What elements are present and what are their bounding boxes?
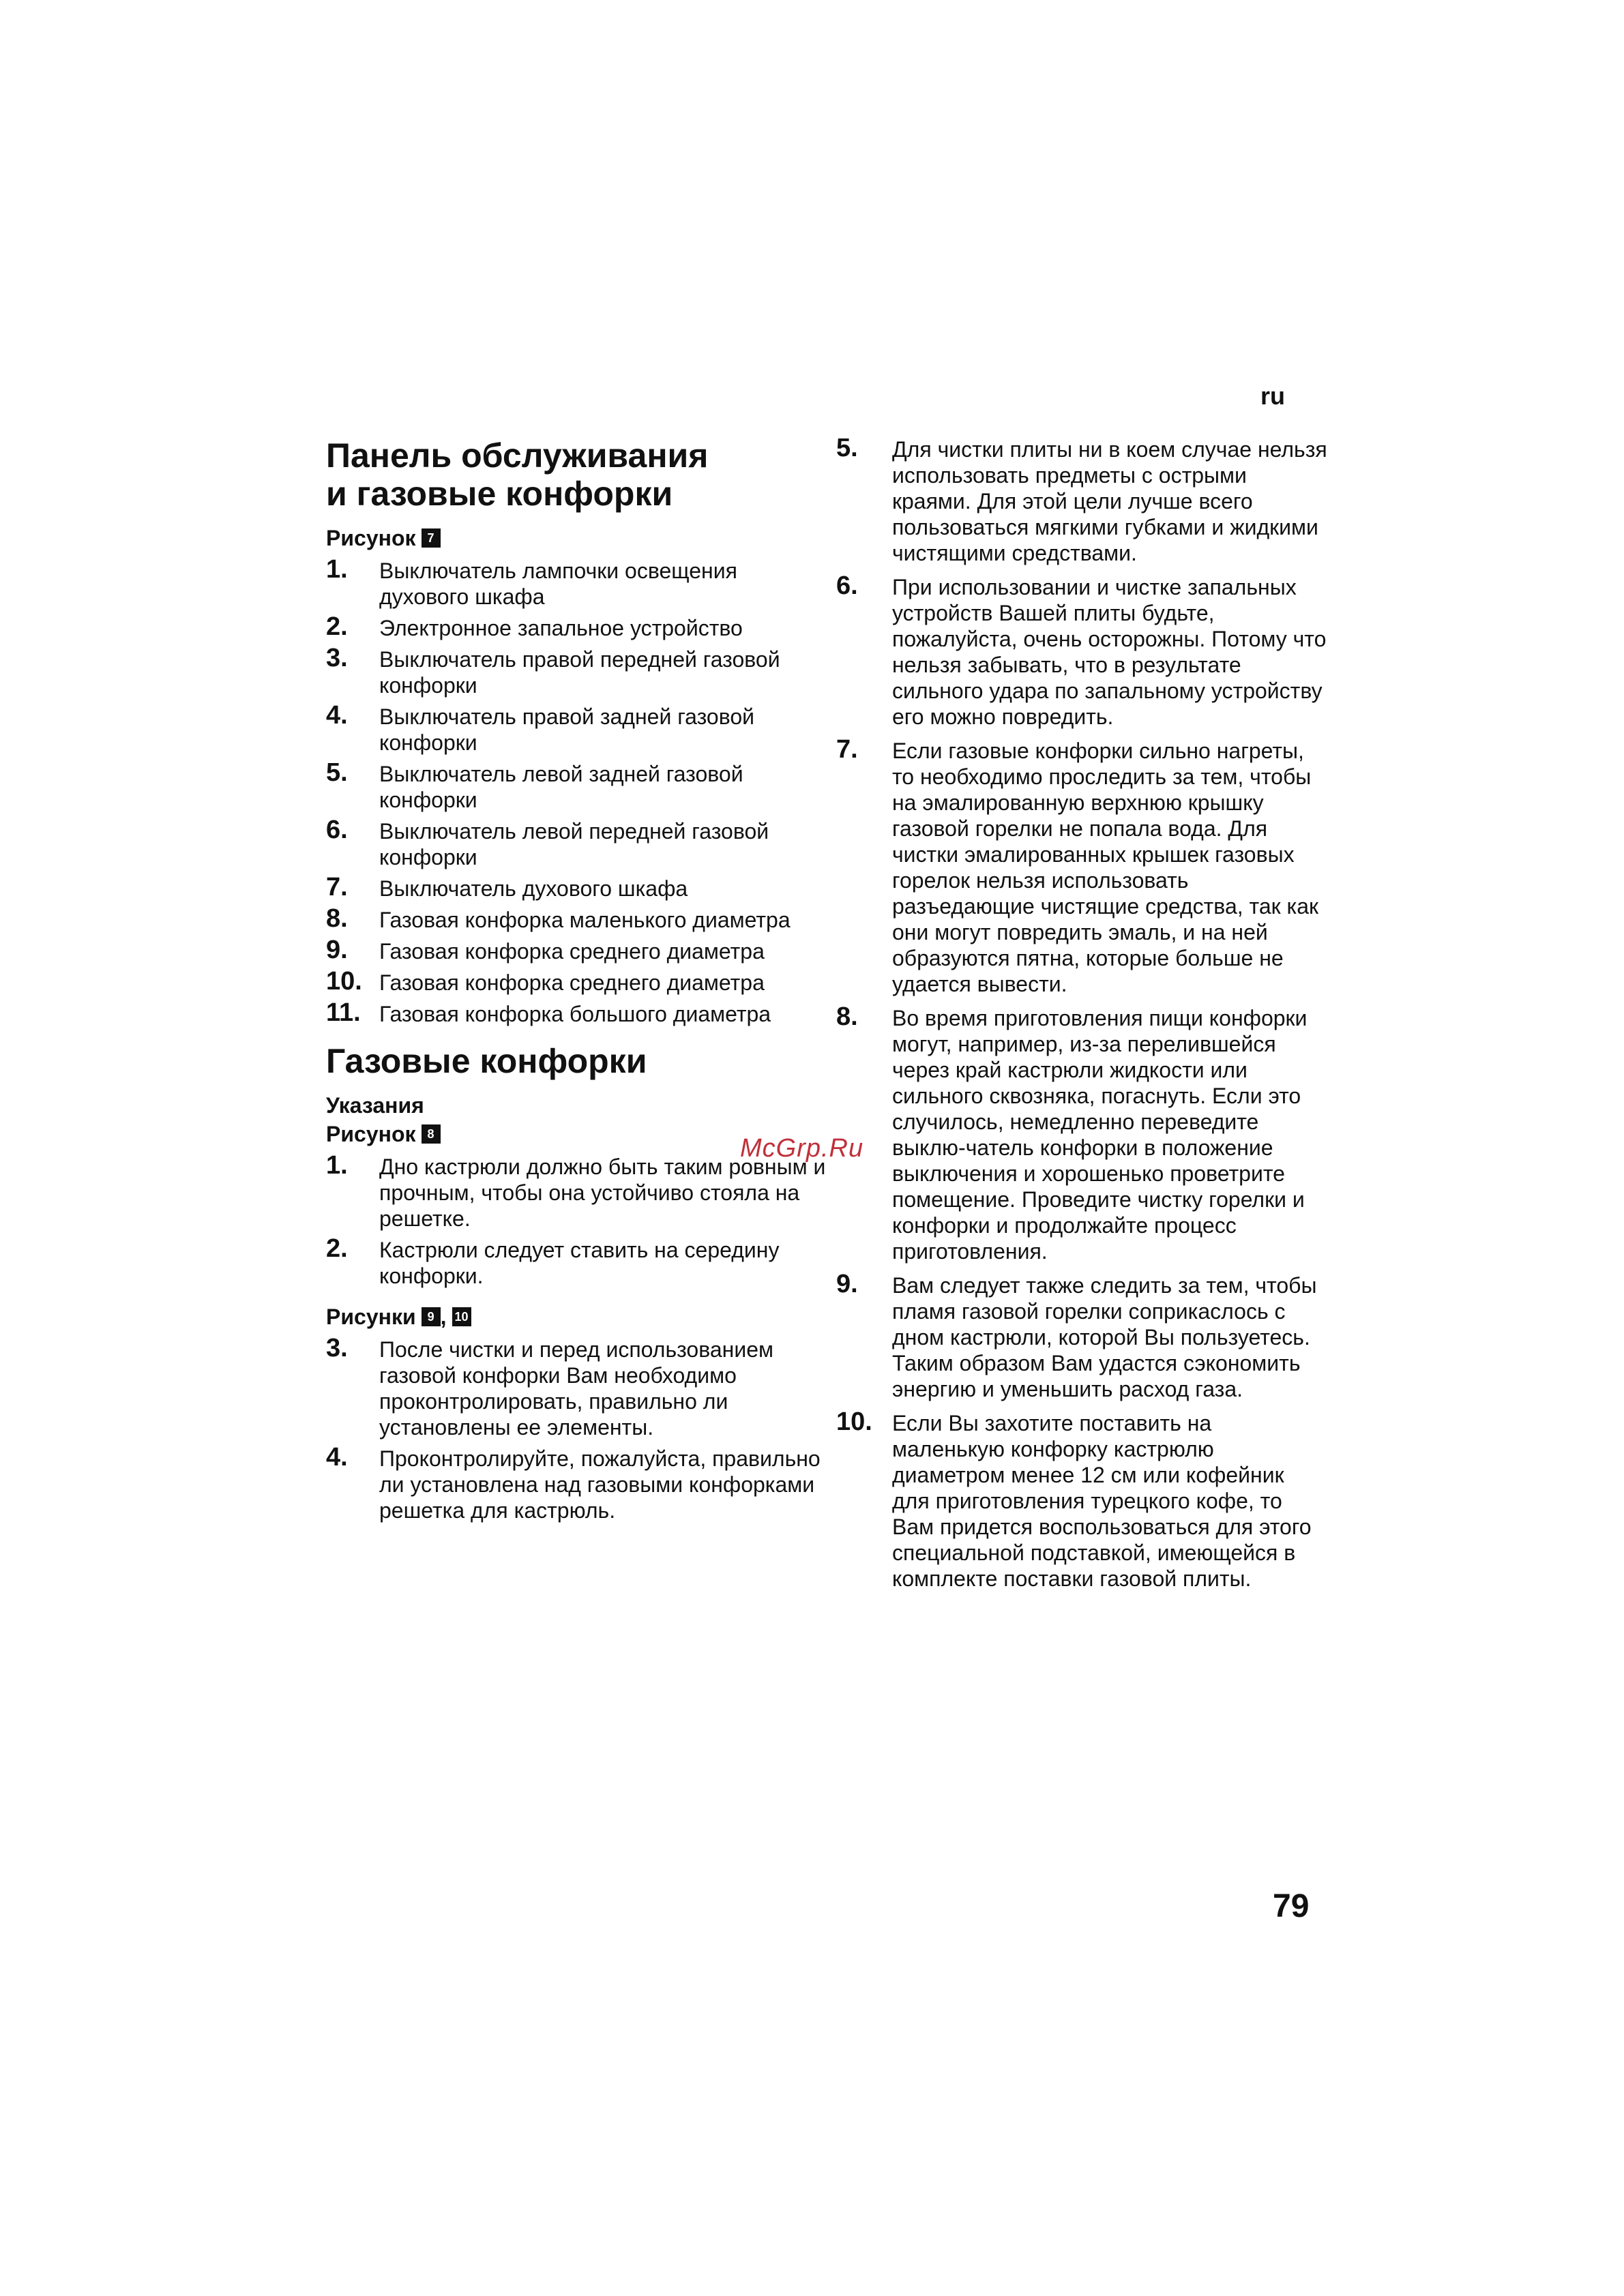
figure-number-badge: 7 [422,528,441,548]
item-number: 2. [326,1234,348,1263]
item-number: 8. [836,1002,858,1031]
right-column [836,436,1327,1607]
watermark: McGrp.Ru [740,1134,864,1163]
item-text: Вам следует также следить за тем, чтобы пламя газовой горелки соприкаслось с дном кастрюли, которой Вы пользуетесь. Таким образом Вам удастся сэкономить энергию и уменьшить расход газа. [892,1273,1317,1401]
notes-list-b [326,1334,827,1523]
list-item [326,818,827,870]
item-text: Выключатель правой задней газовой конфорки [379,704,755,755]
figure-number-badge: 8 [422,1124,441,1144]
section-title-gas-burners: Газовые конфорки [326,1042,647,1080]
figure-number-badge: 9 [422,1307,441,1326]
list-item [326,967,827,996]
item-number: 3. [326,1334,348,1362]
list-item [836,1407,1327,1592]
control-panel-list [326,555,827,1027]
list-item [326,701,827,756]
list-item [326,758,827,813]
figure-label-text: Рисунок [326,1122,416,1146]
item-number: 10. [326,967,362,996]
item-text: Если Вы захотите поставить на маленькую конфорку кастрюлю диаметром менее 12 см или кофейник для приготовления турецкого кофе, то Вам придется воспользоваться для этого специальной подставкой, имеющейся в комплекте поставки газовой плиты. [892,1411,1312,1591]
item-number: 9. [836,1270,858,1298]
item-number: 10. [836,1407,872,1436]
item-number: 2. [326,612,348,641]
section-title-control-panel [326,436,827,513]
item-text: При использовании и чистке запальных устройств Вашей плиты будьте, пожалуйста, очень осторожны. Потому что нельзя забывать, что в результате сильного удара по запальному устройству его можно повредить. [892,575,1327,729]
item-number: 7. [326,873,348,901]
item-text: Газовая конфорка среднего диаметра [379,939,765,964]
notes-list-a [326,1151,827,1289]
item-number: 1. [326,1151,348,1180]
list-item [326,998,827,1027]
item-number: 8. [326,904,348,933]
item-text: Во время приготовления пищи конфорки могут, например, из-за перелившейся через край кастрюли жидкости или сильного сквозняка, погаснуть. Если это случилось, немедленно переведите выклю-чатель конфорки в положение выключения и хорошенько проветрите помещение. Проведите чистку горелки и конфорки и продолжайте процесс приготовления. [892,1006,1308,1264]
figures-label [326,1304,827,1330]
item-text: Выключатель левой передней газовой конфорки [379,819,769,869]
item-number: 5. [836,434,858,462]
item-text: Если газовые конфорки сильно нагреты, то необходимо проследить за тем, чтобы на эмалированную верхнюю крышку газовой горелки не попала вода. Для чистки эмалированных крышек газовых горелок нельзя использовать разъедающие чистящие средства, так как они могут повредить эмаль, и на ней образуются пятна, которые больше не удается вывести. [892,739,1318,996]
item-number: 1. [326,555,348,584]
item-text: Дно кастрюли должно быть таким ровным и прочным, чтобы она устойчиво стояла на решетке. [379,1154,826,1231]
item-number: 4. [326,1443,348,1472]
list-item [836,436,1327,566]
item-text: Выключатель правой передней газовой конфорки [379,647,780,698]
list-item [326,1334,827,1440]
title-line-2: и газовые конфорки [326,475,673,513]
item-number: 4. [326,701,348,730]
item-text: Электронное запальное устройство [379,616,743,640]
item-text: Газовая конфорка маленького диаметра [379,908,791,932]
notes-label: Указания [326,1093,424,1118]
list-item [326,1443,827,1523]
item-number: 11. [326,998,361,1027]
language-tag: ru [1260,382,1285,410]
list-item [326,1234,827,1289]
item-number: 3. [326,644,348,672]
figure-label-text: Рисунок [326,526,416,550]
figure-label [326,525,827,551]
page-number: 79 [1273,1888,1310,1924]
item-text: После чистки и перед использованием газовой конфорки Вам необходимо проконтролировать, правильно ли установлены ее элементы. [379,1337,773,1440]
list-item [836,1272,1327,1402]
figures-separator: , [440,1304,447,1329]
title-line-1: Панель обслуживания [326,436,709,475]
item-number: 5. [326,758,348,787]
list-item [836,571,1327,730]
list-item [326,646,827,698]
figure-label [326,1121,827,1147]
figure-number-badge: 10 [452,1307,471,1326]
item-number: 7. [836,735,858,764]
item-text: Газовая конфорка большого диаметра [379,1002,771,1026]
list-item [836,1002,1327,1264]
list-item [326,904,827,933]
list-item [326,873,827,901]
item-text: Выключатель левой задней газовой конфорки [379,762,743,812]
item-text: Для чистки плиты ни в коем случае нельзя использовать предметы с острыми краями. Для этой цели лучше всего пользоваться мягкими губками и жидкими чистящими средствами. [892,437,1327,565]
item-text: Газовая конфорка среднего диаметра [379,970,765,995]
notes-list-c [836,436,1327,1592]
list-item [326,612,827,641]
item-text: Проконтролируйте, пожалуйста, правильно ли установлена над газовыми конфорками решетка для кастрюль. [379,1446,821,1523]
list-item [326,938,827,964]
item-number: 6. [326,816,348,844]
list-item [326,1151,827,1232]
item-text: Кастрюли следует ставить на середину конфорки. [379,1238,780,1288]
item-text: Выключатель лампочки освещения духового шкафа [379,558,737,609]
item-number: 9. [326,936,348,964]
left-column [326,436,827,1538]
item-text: Выключатель духового шкафа [379,876,688,901]
list-item [836,735,1327,997]
item-number: 6. [836,571,858,600]
figures-label-text: Рисунки [326,1304,416,1329]
list-item [326,555,827,610]
